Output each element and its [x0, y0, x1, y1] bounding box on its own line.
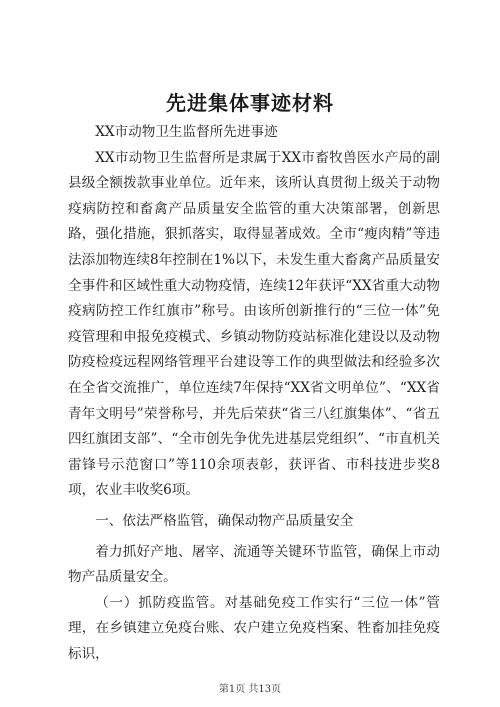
intro-paragraph: XX市动物卫生监督所是隶属于XX市畜牧兽医水产局的副县级全额拨款事业单位。近年来，该所认真贯彻上级关于动物疫病防控和畜禽产品质量安全监管的重大决策部署，创新思路，强化措施，狠抓落实，取得显著成效。全市“瘦肉精”等违法添加物连续8年控制在1%以下，未发生重大畜禽产品质量安全事件和区域性重大动物疫情，连续12年获评“XX省重大动物疫病防控工作红旗市”称号。由该所创新推行的“三位一体”免疫管理和申报免疫模式、乡镇动物防疫站标准化建设以及动物防疫检疫远程网络管理平台建设等工作的典型做法和经验多次在全省交流推广，单位连续7年保持“XX省文明单位”、“XX省青年文明号”荣誉称号，并先后荣获“省三八红旗集体”、“省五四红旗团支部”、“全市创先争优先进基层党组织”、“市直机关雷锋号示范窗口”等110余项表彰，获评省、市科技进步奖8项，农业丰收奖6项。 — [68, 149, 440, 499]
subsection-paragraph: （一）抓防疫监管。对基础免疫工作实行“三位一体”管理，在乡镇建立免疫台账、农户建立免疫档案、牲畜加挂免疫标识， — [68, 594, 440, 662]
document-title: 先进集体事迹材料 — [166, 91, 334, 115]
section-heading: 一、依法严格监管，确保动物产品质量安全 — [95, 512, 354, 529]
document-body — [68, 120, 440, 667]
subtitle-line: XX市动物卫生监督所先进事迹 — [95, 124, 278, 140]
section-intro-paragraph: 着力抓好产地、屠宰、流通等关键环节监管，确保上市动物产品质量安全。 — [68, 543, 440, 586]
page-footer: 第1页 共13页 — [218, 684, 282, 695]
